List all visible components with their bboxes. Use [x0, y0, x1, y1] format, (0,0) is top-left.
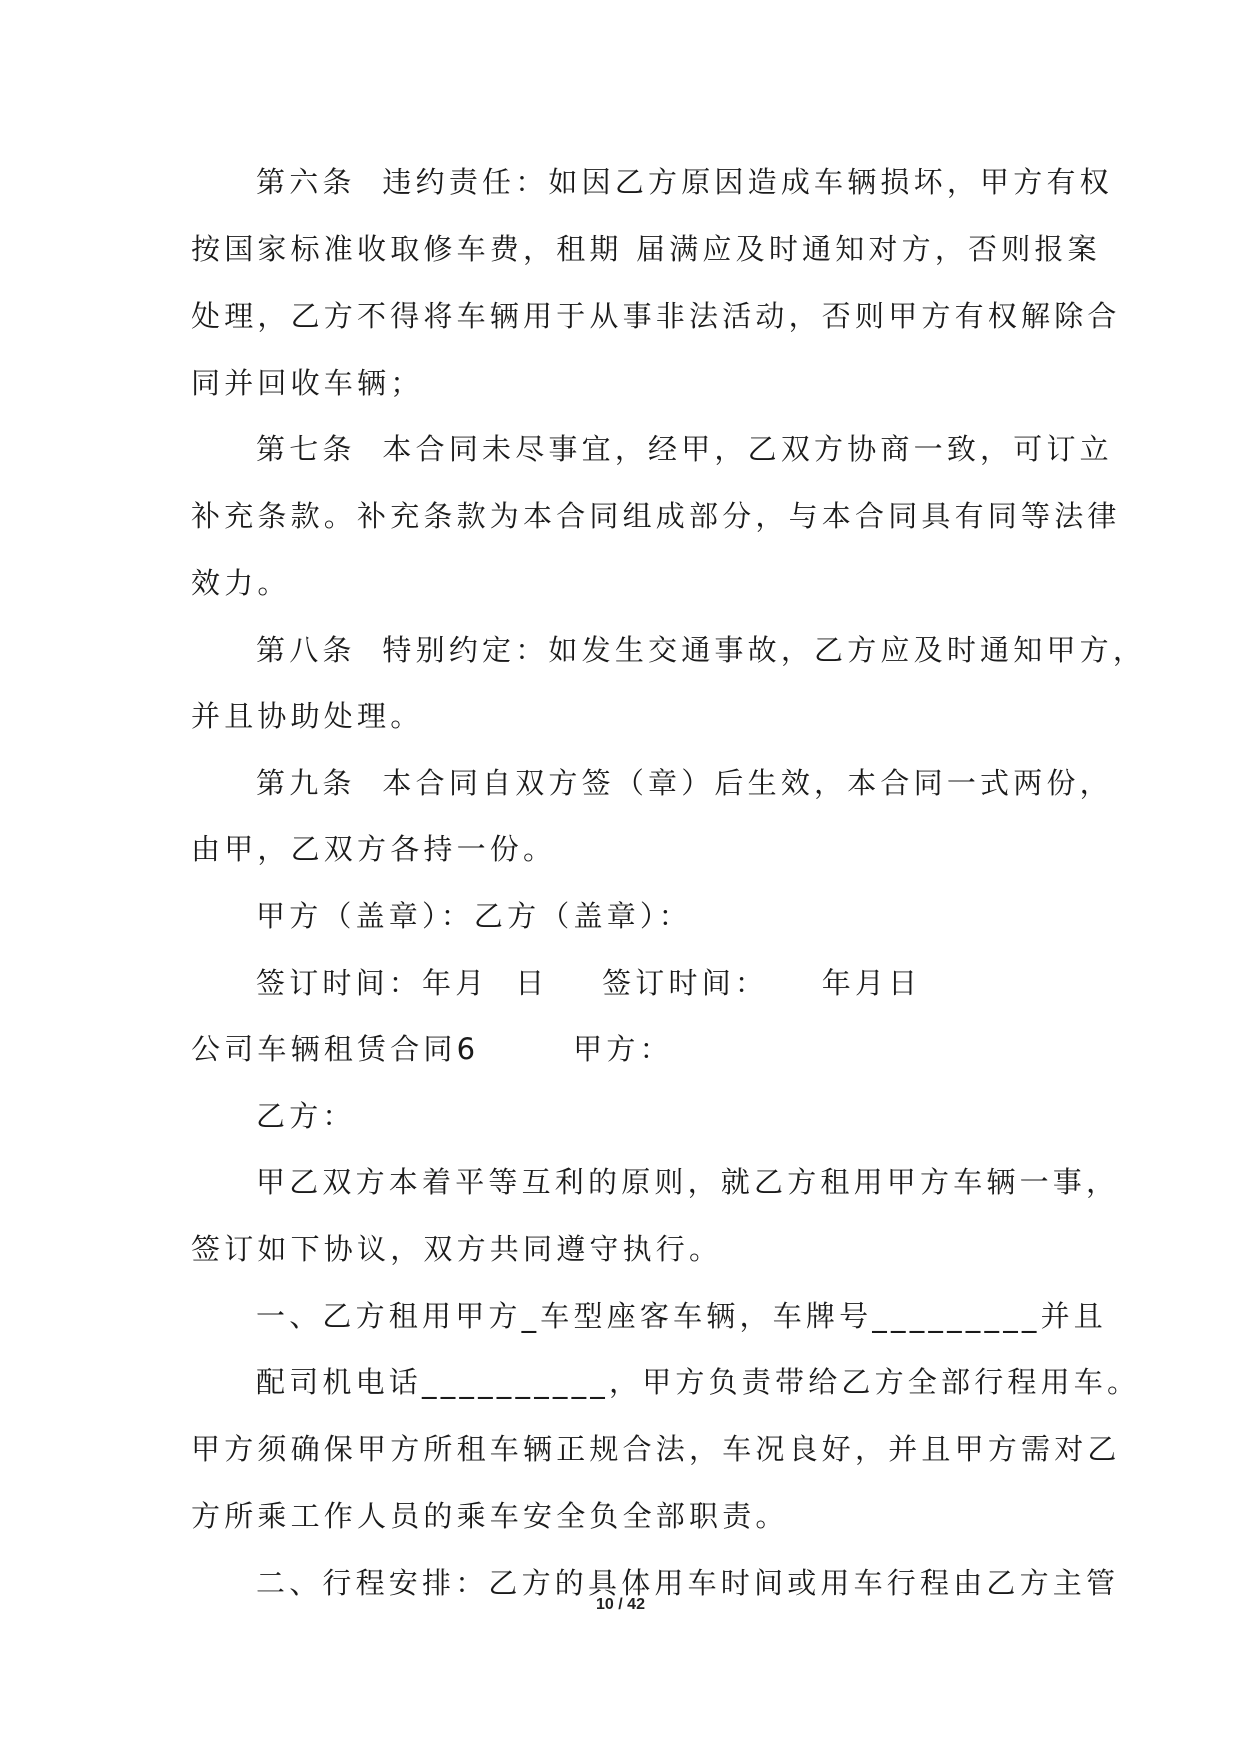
text-line: 签订如下协议，双方共同遵守执行。	[191, 1232, 723, 1266]
text-line: 同并回收车辆；	[191, 366, 424, 400]
text-line: 甲方（盖章）：乙方（盖章）：	[256, 899, 692, 933]
text-line: 乙方：	[256, 1099, 356, 1133]
text-line: 一、乙方租用甲方_车型座客车辆，车牌号_________并且	[256, 1299, 1108, 1333]
text-line: 第八条 特别约定：如发生交通事故，乙方应及时通知甲方，	[256, 633, 1147, 667]
text-line: 效力。	[191, 566, 291, 600]
text-line: 公司车辆租赁合同6 甲方：	[191, 1032, 673, 1066]
text-line: 配司机电话__________，甲方负责带给乙方全部行程用车。	[256, 1365, 1141, 1399]
text-line: 第九条 本合同自双方签（章）后生效，本合同一式两份，	[256, 766, 1113, 800]
text-line: 并且协助处理。	[191, 699, 424, 733]
page-number: 10 / 42	[596, 1596, 645, 1613]
text-line: 按国家标准收取修车费，租期 届满应及时通知对方，否则报案	[191, 232, 1101, 266]
text-line: 甲乙双方本着平等互利的原则，就乙方租用甲方车辆一事，	[256, 1165, 1120, 1199]
text-line: 二、行程安排：乙方的具体用车时间或用车行程由乙方主管	[256, 1566, 1120, 1600]
text-line: 补充条款。补充条款为本合同组成部分，与本合同具有同等法律	[191, 499, 1121, 533]
text-line: 签订时间：年月 日 签订时间： 年月日	[256, 966, 922, 1000]
text-line: 甲方须确保甲方所租车辆正规合法，车况良好，并且甲方需对乙	[191, 1432, 1121, 1466]
text-line: 处理，乙方不得将车辆用于从事非法活动，否则甲方有权解除合	[191, 299, 1121, 333]
text-line: 由甲，乙双方各持一份。	[191, 832, 557, 866]
text-line: 第六条 违约责任：如因乙方原因造成车辆损坏，甲方有权	[256, 165, 1113, 199]
text-line: 方所乘工作人员的乘车安全负全部职责。	[191, 1499, 789, 1533]
text-line: 第七条 本合同未尽事宜，经甲，乙双方协商一致，可订立	[256, 432, 1113, 466]
